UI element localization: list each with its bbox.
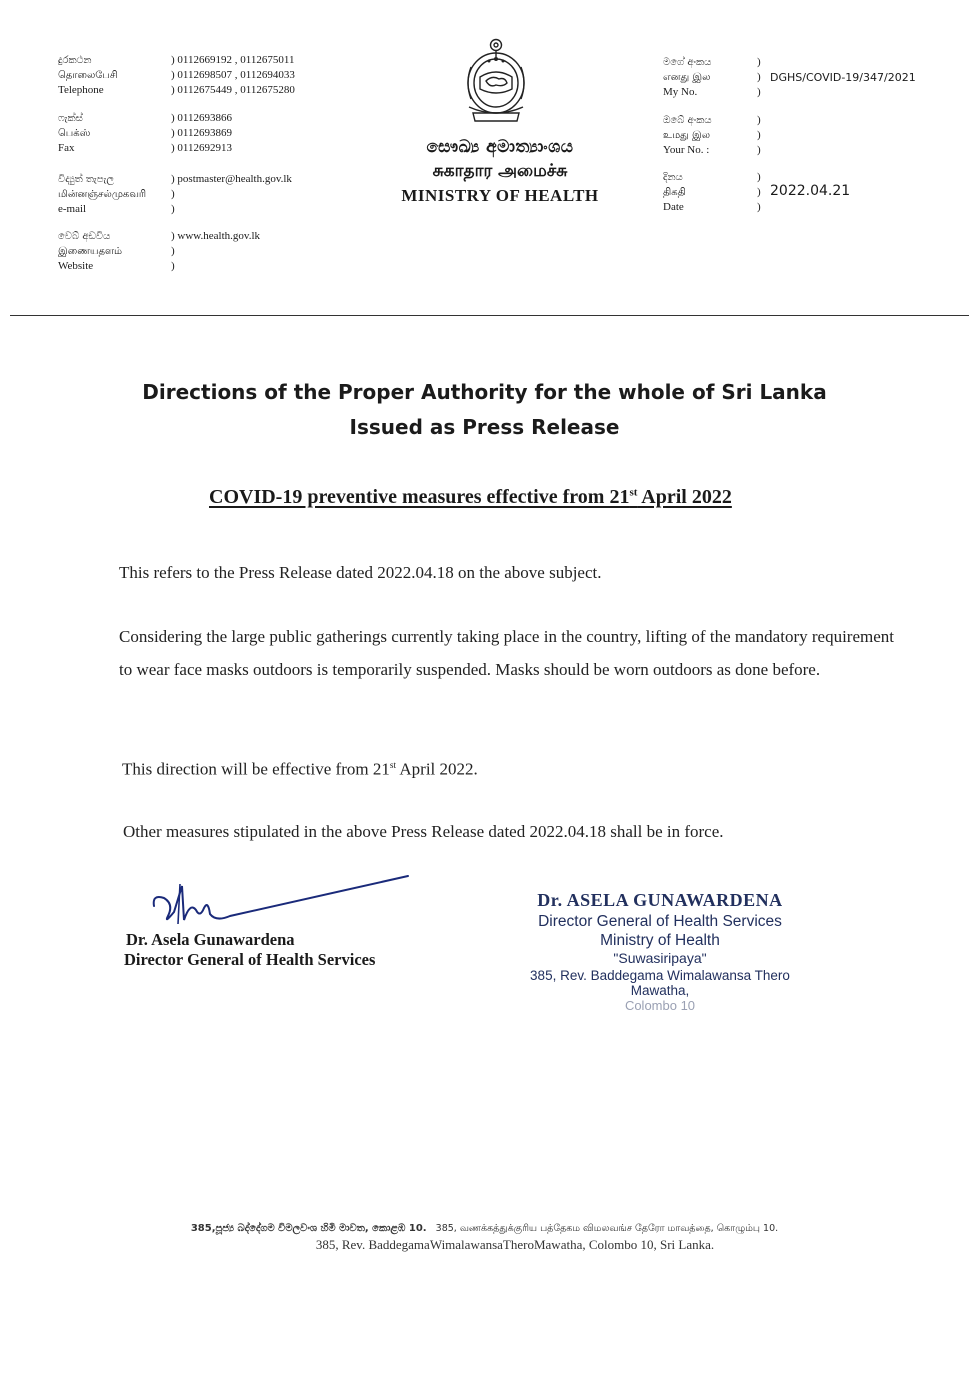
fax-value-2: ) 0112693869 <box>171 127 233 139</box>
website-value-2: ) <box>171 245 175 257</box>
stamp-name: Dr. ASELA GUNAWARDENA <box>537 890 783 910</box>
date-label-si: දිනය <box>663 172 683 183</box>
footer-address-english: 385, Rev. BaddegamaWimalawansaTheroMawatha, Colombo 10, Sri Lanka. <box>315 1237 715 1252</box>
subject-heading: COVID-19 preventive measures effective from 21st April 2022 <box>209 486 732 508</box>
website-label-ta: இணையதளம் <box>58 246 123 257</box>
handwritten-signature-icon <box>150 872 415 932</box>
paragraph-effective-date: This direction will be effective from 21st April 2022. <box>122 759 478 779</box>
email-value-2: ) <box>171 188 175 200</box>
paragraph-reference: This refers to the Press Release dated 2022.04.18 on the above subject. <box>119 563 602 582</box>
my-no-label-ta: எனது இல <box>663 72 711 83</box>
website-block <box>58 229 358 274</box>
my-number-block: මගේ අංකය ) எனது இல ) DGHS/COVID-19/347/2021 My No. ) <box>663 56 916 98</box>
official-stamp <box>500 890 820 1013</box>
stamp-city: Colombo 10 <box>624 998 696 1013</box>
telephone-value-3: ) 0112675449 , 0112675280 <box>171 84 295 96</box>
stamp-building: "Suwasiripaya" <box>613 950 707 966</box>
email-value-3: ) <box>171 203 175 215</box>
website-label-en: Website <box>58 260 94 272</box>
email-value-1: ) postmaster@health.gov.lk <box>171 173 292 185</box>
signatory-name: Dr. Asela Gunawardena <box>126 930 295 949</box>
telephone-label-ta: தொலைபேசி <box>58 70 118 81</box>
fax-block <box>58 111 358 156</box>
header-divider <box>10 315 969 316</box>
footer-address-sinhala: 385,පූජ්‍ය බද්දේගම විමලවංශ හිමි මාවත, කොළඹ 10. <box>190 1223 427 1234</box>
email-block <box>58 172 358 217</box>
fax-label-en: Fax <box>58 142 75 154</box>
document-title-line-1: Directions of the Proper Authority for the whole of Sri Lanka <box>142 380 827 404</box>
paragraph-other-measures: Other measures stipulated in the above Press Release dated 2022.04.18 shall be in force. <box>123 822 724 841</box>
my-no-value: DGHS/COVID-19/347/2021 <box>770 71 916 84</box>
date-label-ta: திகதி <box>663 187 686 198</box>
telephone-label-si: දුරකථන <box>58 55 92 66</box>
fax-label-si: ෆැක්ස් <box>58 113 83 124</box>
ministry-name-sinhala: සෞඛ්‍ය අමාත්‍යාංශය <box>426 137 574 157</box>
document-title-line-2: Issued as Press Release <box>349 415 620 439</box>
stamp-title: Director General of Health Services <box>538 913 782 930</box>
stamp-address: 385, Rev. Baddegama Wimalawansa Thero Mawatha, <box>530 968 790 998</box>
your-number-block: ඔබේ අංකය ) உமது இல ) Your No. : ) <box>663 114 761 156</box>
telephone-value-1: ) 0112669192 , 0112675011 <box>171 54 295 66</box>
email-label-en: e-mail <box>58 203 87 215</box>
date-block: දිනය ) திகதி ) 2022.04.21 Date ) <box>663 171 851 213</box>
footer-address-tamil: 385, வணக்கத்துக்குரிய பத்தேகம விமலவங்ச தேரோ மாவத்தை, கொழும்பு 10. <box>435 1223 779 1234</box>
my-no-label-en: My No. <box>663 86 698 98</box>
footer-address-local <box>0 1223 969 1235</box>
website-value-1: ) www.health.gov.lk <box>171 230 260 242</box>
signatory-title: Director General of Health Services <box>124 950 376 969</box>
website-value-3: ) <box>171 260 175 272</box>
email-label-ta: மின்னஞ்சல்முகவரி <box>58 189 147 200</box>
date-value: 2022.04.21 <box>770 183 851 199</box>
ministry-name-english: MINISTRY OF HEALTH <box>401 186 599 205</box>
ministry-name-tamil: சுகாதார அமைச்சு <box>432 161 568 181</box>
your-no-label-en: Your No. : <box>663 144 710 156</box>
your-no-label-si: ඔබේ අංකය <box>663 115 712 126</box>
date-label-en: Date <box>663 201 684 213</box>
fax-label-ta: பெக்ஸ் <box>58 128 91 139</box>
stamp-ministry: Ministry of Health <box>600 932 720 949</box>
telephone-label-en: Telephone <box>58 84 104 96</box>
sri-lanka-emblem-icon <box>459 37 533 127</box>
your-no-label-ta: உமது இல <box>663 130 710 141</box>
website-label-si: වෙබ් අඩවිය <box>58 231 111 242</box>
fax-value-1: ) 0112693866 <box>171 112 233 124</box>
telephone-block <box>58 53 358 98</box>
paragraph-masks: Considering the large public gatherings currently taking place in the country, lifting of the mandatory requirement to wear face masks outdoors is temporarily suspended. Masks should be worn outdoors as done before. <box>119 627 894 679</box>
telephone-value-2: ) 0112698507 , 0112694033 <box>171 69 295 81</box>
fax-value-3: ) 0112692913 <box>171 142 233 154</box>
my-no-label-si: මගේ අංකය <box>663 57 712 68</box>
email-label-si: විද්‍යුත් තැපැල <box>58 174 114 185</box>
